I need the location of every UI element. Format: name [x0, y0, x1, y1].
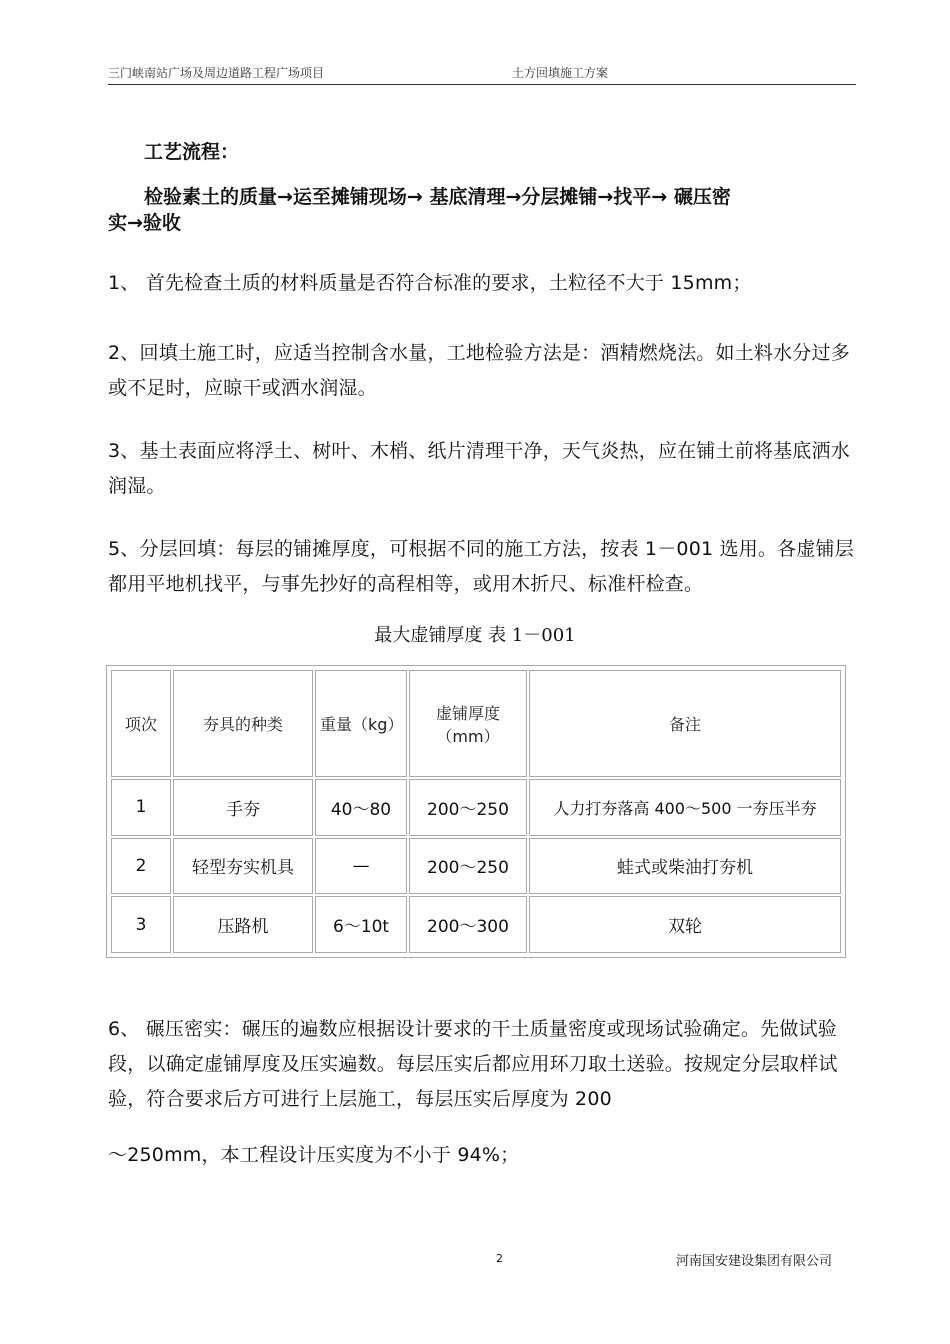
cell-thickness: 200～250	[409, 838, 527, 895]
cell-index: 3	[111, 896, 171, 953]
header-project-name: 三门峡南站广场及周边道路工程广场项目	[108, 66, 325, 80]
cell-thickness: 200～300	[409, 896, 527, 953]
process-flow-line-2: 实→验收	[108, 212, 181, 234]
header-divider	[108, 84, 856, 85]
cell-thickness: 200～250	[409, 779, 527, 836]
table-caption: 最大虚铺厚度 表 1－001	[374, 625, 576, 646]
table-header-row	[111, 670, 841, 777]
cell-tool-type: 轻型夯实机具	[173, 838, 313, 895]
header-cell-remarks: 备注	[529, 670, 841, 777]
page-number: 2	[496, 1252, 503, 1265]
item-3: 3、基土表面应将浮土、树叶、木梢、纸片清理干净，天气炎热，应在铺土前将基底洒水润湿。	[108, 440, 850, 497]
cell-weight: 40～80	[315, 779, 407, 836]
item-5: 5、分层回填：每层的铺摊厚度，可根据不同的施工方法，按表 1－001 选用。各虚铺层都用平地机找平，与事先抄好的高程相等，或用木折尺、标准杆检查。	[108, 538, 854, 595]
header-cell-thickness: 虚铺厚度（mm）	[409, 670, 527, 777]
cell-tool-type: 手夯	[173, 779, 313, 836]
cell-remarks: 人力打夯落高 400～500 一夯压半夯	[529, 779, 841, 836]
cell-weight: —	[315, 838, 407, 895]
header-cell-index: 项次	[111, 670, 171, 777]
cell-index: 2	[111, 838, 171, 895]
header-document-title: 土方回填施工方案	[512, 66, 609, 80]
header-cell-weight: 重量（kg）	[315, 670, 407, 777]
cell-remarks: 蛙式或柴油打夯机	[529, 838, 841, 895]
cell-tool-type: 压路机	[173, 896, 313, 953]
thickness-table	[106, 665, 846, 958]
process-flow-line-1: 检验素土的质量→运至摊铺现场→ 基底清理→分层摊铺→找平→ 碾压密	[144, 186, 731, 208]
section-title: 工艺流程：	[144, 141, 240, 163]
footer-company: 河南国安建设集团有限公司	[676, 1254, 833, 1269]
item-2: 2、回填土施工时，应适当控制含水量，工地检验方法是：酒精燃烧法。如土料水分过多或不足时，应晾干或洒水润湿。	[108, 342, 850, 399]
header-cell-tool-type: 夯具的种类	[173, 670, 313, 777]
item-6: 6、 碾压密实：碾压的遍数应根据设计要求的干土质量密度或现场试验确定。先做试验段，以确定虚铺厚度及压实遍数。每层压实后都应用环刀取土送验。按规定分层取样试验，符合要求后方可进行上层施工，每层压实后厚度为 200	[108, 1018, 838, 1110]
cell-index: 1	[111, 779, 171, 836]
cell-remarks: 双轮	[529, 896, 841, 953]
table-row	[111, 779, 841, 836]
table-row	[111, 896, 841, 953]
item-6-continued: ～250mm，本工程设计压实度为不小于 94%；	[108, 1144, 520, 1166]
item-1: 1、 首先检查土质的材料质量是否符合标准的要求，土粒径不大于 15mm；	[108, 272, 752, 294]
table-row	[111, 838, 841, 895]
cell-weight: 6～10t	[315, 896, 407, 953]
